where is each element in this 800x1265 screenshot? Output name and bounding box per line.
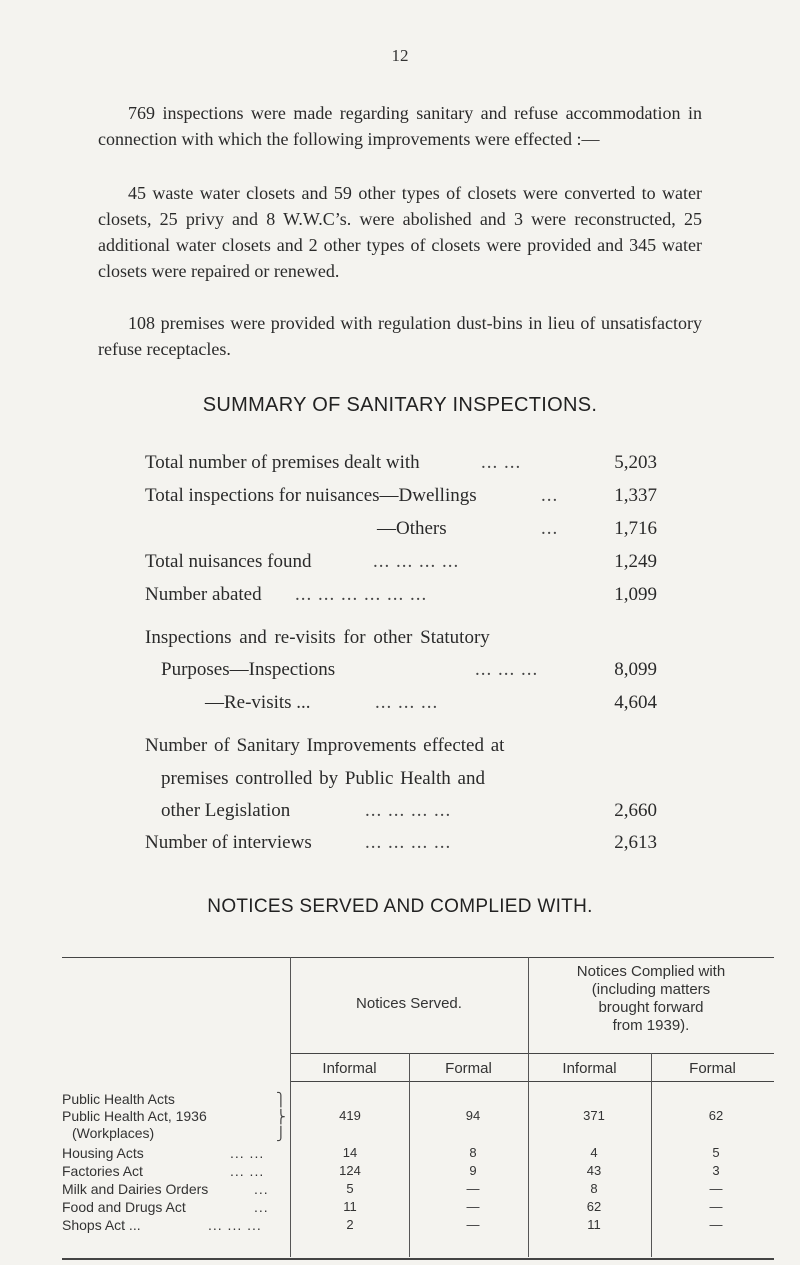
table-cell: 94	[465, 1108, 481, 1123]
row-label: Public Health Acts	[62, 1091, 175, 1107]
row-label: Housing Acts	[62, 1145, 144, 1161]
summary-row-value: 2,660	[614, 800, 657, 821]
summary-row-value: 8,099	[614, 659, 657, 680]
table-cell: 419	[339, 1108, 361, 1123]
summary-row-label: Number of interviews	[145, 832, 312, 853]
table-cell: 62	[708, 1108, 724, 1123]
table-cell: 8	[590, 1181, 598, 1196]
paragraph-inspections: 769 inspections were made regarding sanitary and refuse accommodation in connection with which the following improvements were effected :—	[98, 103, 702, 149]
col-header-informal: Informal	[562, 1060, 617, 1077]
table-cell: 371	[583, 1108, 605, 1123]
col-header-informal: Informal	[322, 1060, 377, 1077]
row-label: Milk and Dairies Orders	[62, 1181, 209, 1197]
summary-row	[145, 735, 657, 761]
table-cell: —	[466, 1217, 480, 1232]
col-divider	[409, 1053, 410, 1257]
summary-row-dots: ...	[541, 518, 559, 539]
table-cell: 124	[339, 1163, 361, 1178]
row-label: Shops Act ...	[62, 1217, 141, 1233]
header-complied-line: (including matters	[591, 981, 711, 998]
row-label: Public Health Act, 1936	[62, 1108, 207, 1124]
row-dots: ... ...	[230, 1145, 265, 1161]
header-notices-served: Notices Served.	[356, 995, 462, 1012]
row-label: (Workplaces)	[72, 1125, 155, 1141]
table-cell: —	[466, 1199, 480, 1214]
summary-row-label: Purposes—Inspections	[161, 659, 336, 680]
header-notices-complied	[528, 963, 774, 1035]
row-dots: ...	[254, 1181, 269, 1197]
summary-row-label: premises controlled by Public Health and	[161, 768, 485, 789]
table-cell: 14	[342, 1145, 358, 1160]
header-complied-line: Notices Complied with	[576, 963, 726, 980]
summary-row-label: Number abated	[145, 584, 262, 605]
row-dots: ...	[254, 1199, 269, 1215]
summary-row	[145, 659, 657, 685]
table-bottom-rule	[62, 1258, 774, 1260]
summary-row-dots: ... ... ... ...	[365, 832, 452, 853]
table-cell: 11	[343, 1199, 357, 1214]
brace-icon: ⎫ ⎬ ⎭	[276, 1092, 286, 1141]
header-divider	[290, 1053, 774, 1054]
row-dots: ... ...	[230, 1163, 265, 1179]
table-cell: 3	[712, 1163, 720, 1178]
paragraph-closets: 45 waste water closets and 59 other types of closets were converted to water closets, 25 privy and 8 W.W.C’s. were abolished and 3 were reconstructed, 25 additional water closets and 2 other types of closets were provided and 345 water closets were repaired or renewed.	[98, 183, 702, 281]
summary-row-label: Number of Sanitary Improvements effected at	[145, 735, 505, 756]
header-complied-line: brought forward	[598, 999, 704, 1016]
row-label: Food and Drugs Act	[62, 1199, 186, 1215]
table-top-rule	[62, 957, 774, 958]
table-cell: 5	[712, 1145, 720, 1160]
summary-row-dots: ...	[541, 485, 559, 506]
subheader-divider	[290, 1081, 774, 1082]
summary-row	[145, 832, 657, 858]
summary-row-value: 2,613	[614, 832, 657, 853]
summary-row	[145, 584, 657, 610]
table-cell: —	[466, 1181, 480, 1196]
summary-row	[145, 485, 657, 511]
summary-row-value: 1,716	[614, 518, 657, 539]
summary-row-dots: ... ... ... ...	[373, 551, 460, 572]
summary-row-value: 1,099	[614, 584, 657, 605]
col-divider	[651, 1053, 652, 1257]
summary-row-label: Inspections and re-visits for other Statutory	[145, 627, 490, 648]
table-cell: —	[709, 1217, 723, 1232]
page-number: 12	[391, 46, 409, 65]
summary-row	[145, 518, 657, 544]
table-cell: 43	[586, 1163, 602, 1178]
summary-heading: SUMMARY OF SANITARY INSPECTIONS.	[202, 394, 598, 416]
table-cell: 9	[469, 1163, 477, 1178]
summary-row-label: —Others	[377, 518, 447, 539]
row-label: Factories Act	[62, 1163, 143, 1179]
notices-table	[58, 955, 775, 1265]
table-cell: 2	[346, 1217, 354, 1232]
summary-row-label: Total nuisances found	[145, 551, 312, 572]
table-cell: 5	[346, 1181, 354, 1196]
table-cell: 4	[590, 1145, 598, 1160]
table-cell: 11	[587, 1217, 601, 1232]
summary-row	[145, 768, 657, 794]
table-cell: 8	[469, 1145, 477, 1160]
header-complied-line: from 1939).	[612, 1017, 690, 1034]
table-cell: —	[709, 1199, 723, 1214]
summary-row	[145, 452, 657, 478]
summary-row	[145, 627, 657, 653]
summary-row-value: 5,203	[614, 452, 657, 473]
summary-row-label: Total inspections for nuisances—Dwellings	[145, 485, 477, 506]
summary-row-value: 1,249	[614, 551, 657, 572]
summary-row-label: —Re-visits ...	[205, 692, 311, 713]
table-cell: 62	[586, 1199, 602, 1214]
summary-row-value: 1,337	[614, 485, 657, 506]
summary-row-dots: ... ... ...	[475, 659, 539, 680]
summary-row-label: other Legislation	[161, 800, 291, 821]
summary-row-dots: ... ...	[481, 452, 522, 473]
row-dots: ... ... ...	[208, 1217, 262, 1233]
summary-row	[145, 692, 657, 718]
summary-row-value: 4,604	[614, 692, 657, 713]
summary-row-label: Total number of premises dealt with	[145, 452, 420, 473]
table-cell: —	[709, 1181, 723, 1196]
notices-heading: NOTICES SERVED AND COMPLIED WITH.	[207, 896, 593, 917]
col-header-formal: Formal	[445, 1060, 492, 1077]
summary-row	[145, 800, 657, 826]
summary-row-dots: ... ... ... ...	[365, 800, 452, 821]
paragraph-dustbins: 108 premises were provided with regulation dust-bins in lieu of unsatisfactory refuse receptacles.	[98, 313, 702, 359]
summary-row-dots: ... ... ... ... ... ...	[295, 584, 428, 605]
col-header-formal: Formal	[689, 1060, 736, 1077]
summary-row-dots: ... ... ...	[375, 692, 439, 713]
summary-row	[145, 551, 657, 577]
